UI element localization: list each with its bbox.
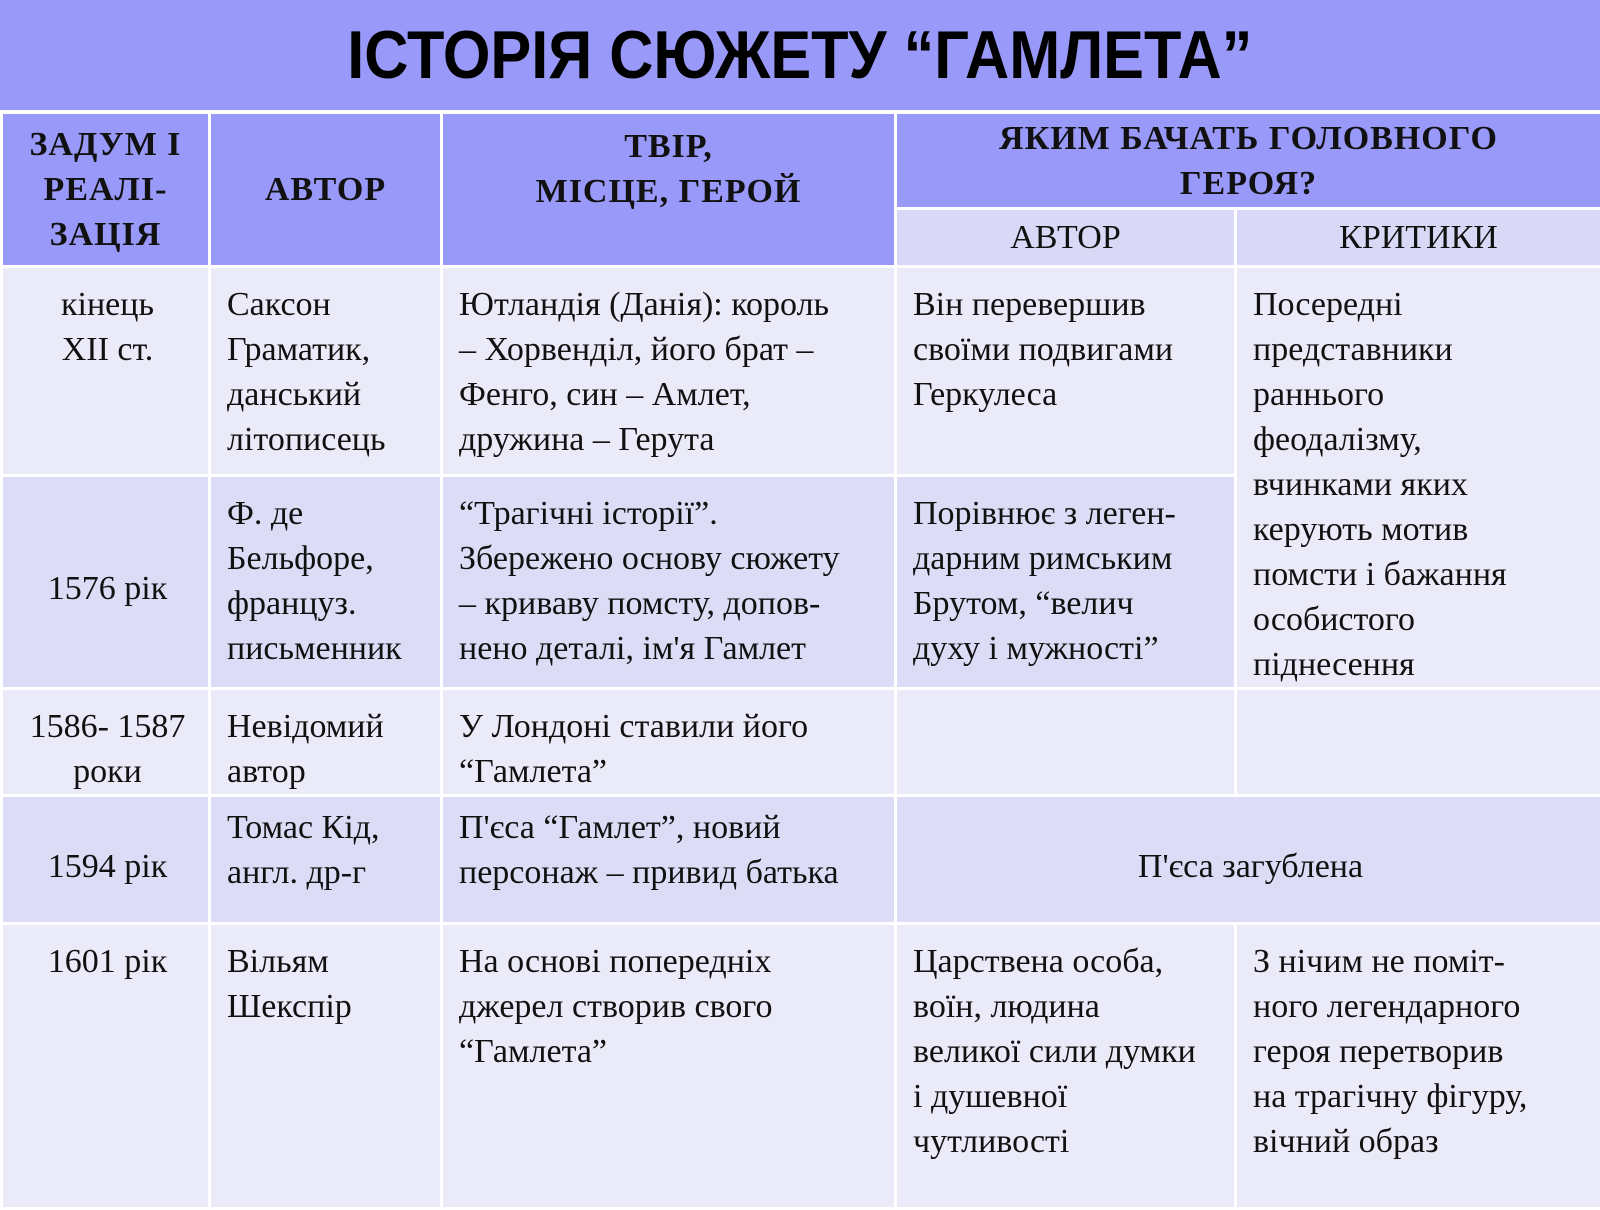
- row-view-merged: П'єса загублена: [896, 796, 1600, 924]
- row-period: 1601 рік: [2, 924, 210, 1209]
- header-period: ЗАДУМ І РЕАЛІ- ЗАЦІЯ: [2, 113, 210, 267]
- row-author: Вільям Шекспір: [210, 924, 442, 1209]
- row-work: “Трагічні історії”. Збережено основу сюжету – криваву помсту, допов- нено деталі, ім'я Гамлет: [442, 475, 896, 688]
- row-author: Саксон Граматик, данський літописець: [210, 267, 442, 476]
- header-author: АВТОР: [210, 113, 442, 267]
- row-view-author: Він перевершив своїми подвигами Геркулеса: [896, 267, 1236, 476]
- row-author: Невідомий автор: [210, 689, 442, 796]
- row-view-author-empty: [896, 689, 1236, 796]
- row-work: Ютландія (Данія): король – Хорвенділ, його брат – Фенго, син – Амлет, дружина – Герута: [442, 267, 896, 476]
- row-view-author: Порівнює з леген- дарним римським Брутом, “велич духу і мужності”: [896, 475, 1236, 688]
- table-row: [2, 689, 1600, 796]
- table-row: [2, 267, 1600, 476]
- row-view-author: Царствена особа, воїн, людина великої сили думки і душевної чутливості: [896, 924, 1236, 1209]
- row-period: 1586- 1587 роки: [2, 689, 210, 796]
- header-work: ТВІР, МІСЦЕ, ГЕРОЙ: [442, 113, 896, 267]
- header-view: ЯКИМ БАЧАТЬ ГОЛОВНОГО ГЕРОЯ?: [896, 113, 1600, 209]
- row-view-critics: З нічим не поміт- ного легендарного героя перетворив на трагічну фігуру, вічний образ: [1236, 924, 1600, 1209]
- row-view-critics-merged: Посередні представники раннього феодалізму, вчинками яких керують мотив помсти і бажання особистого піднесення: [1236, 267, 1600, 689]
- row-work: П'єса “Гамлет”, новий персонаж – привид батька: [442, 796, 896, 924]
- row-work: На основі попередніх джерел створив свого “Гамлета”: [442, 924, 896, 1209]
- row-work: У Лондоні ставили його “Гамлета”: [442, 689, 896, 796]
- row-author: Ф. де Бельфоре, француз. письменник: [210, 475, 442, 688]
- table-row: [2, 924, 1600, 1209]
- row-period: 1576 рік: [2, 475, 210, 688]
- row-period: кінець XII ст.: [2, 267, 210, 476]
- table-row: [2, 796, 1600, 924]
- row-author: Томас Кід, англ. др-г: [210, 796, 442, 924]
- history-table: [0, 111, 1600, 1210]
- subheader-critics: КРИТИКИ: [1236, 209, 1600, 267]
- page-title: ІСТОРІЯ СЮЖЕТУ “ГАМЛЕТА”: [347, 16, 1252, 94]
- title-bar: [0, 0, 1600, 110]
- header-row: [2, 113, 1600, 209]
- subheader-author: АВТОР: [896, 209, 1236, 267]
- row-view-critics-empty: [1236, 689, 1600, 796]
- row-period: 1594 рік: [2, 796, 210, 924]
